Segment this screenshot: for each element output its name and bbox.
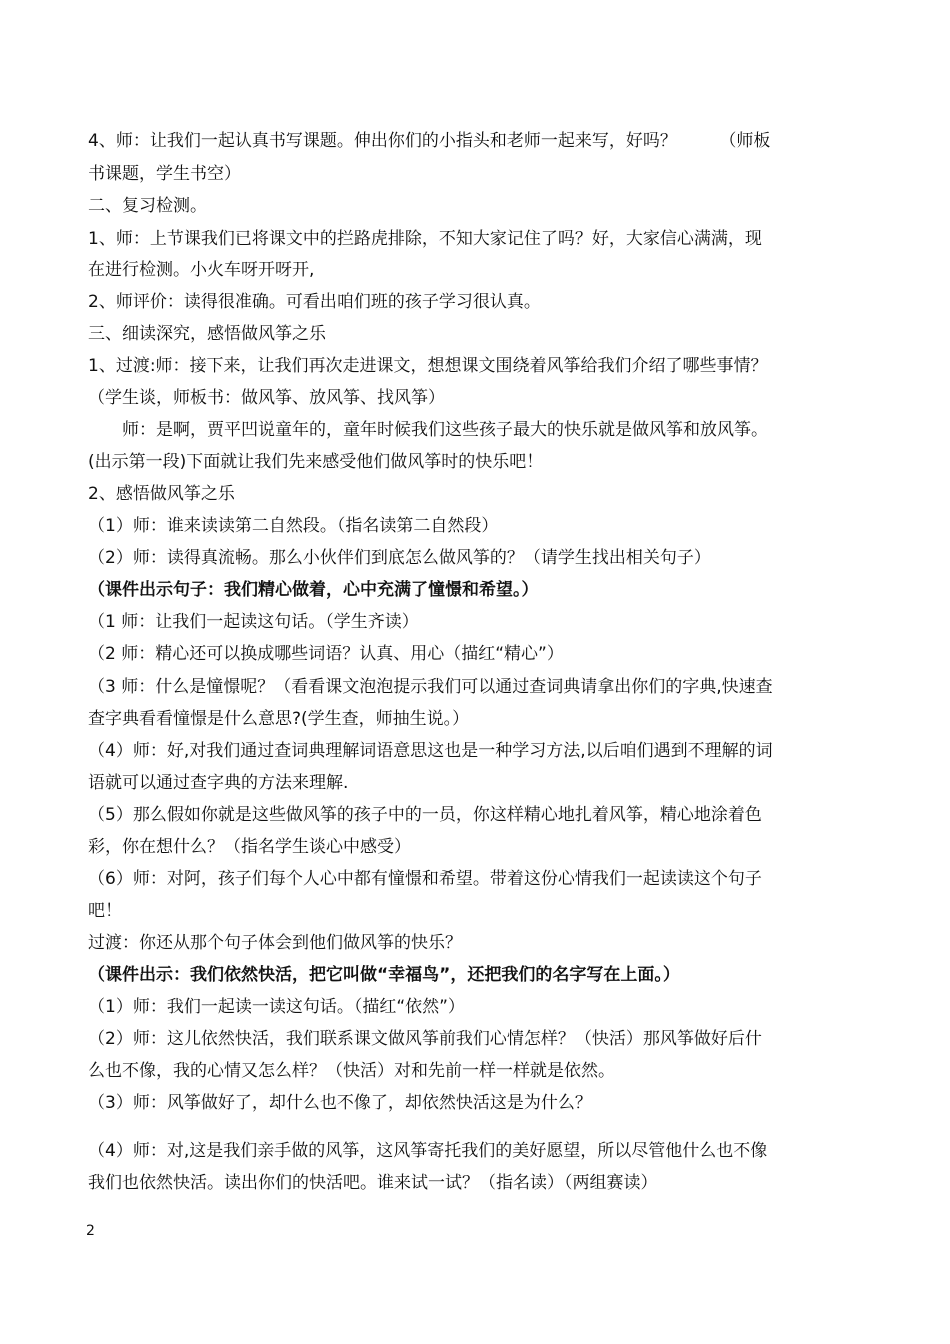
text-line: （5）那么假如你就是这些做风筝的孩子中的一员，你这样精心地扎着风筝，精心地涂着色 xyxy=(88,805,762,825)
text-line: （4）师：对,这是我们亲手做的风筝，这风筝寄托我们的美好愿望，所以尽管他什么也不像 xyxy=(88,1141,768,1161)
text-line: 我们也依然快活。读出你们的快活吧。谁来试一试？（指名读）（两组赛读） xyxy=(88,1173,658,1193)
text-line: （6）师：对阿，孩子们每个人心中都有憧憬和希望。带着这份心情我们一起读读这个句子 xyxy=(88,869,762,889)
text-line: （1）师：谁来读读第二自然段。（指名读第二自然段） xyxy=(88,516,499,536)
text-line: 1、过渡:师：接下来，让我们再次走进课文，想想课文围绕着风筝给我们介绍了哪些事情？ xyxy=(88,356,768,376)
sub-heading: 2、感悟做风筝之乐 xyxy=(88,484,235,504)
text-line: 语就可以通过查字典的方法来理解. xyxy=(88,773,349,793)
text-line: 吧！ xyxy=(88,901,122,921)
text-line: 师：是啊，贾平凹说童年的，童年时候我们这些孩子最大的快乐就是做风筝和放风筝。 xyxy=(88,420,768,440)
text-line: 1、师：上节课我们已将课文中的拦路虎排除，不知大家记住了吗？好，大家信心满满，现 xyxy=(88,229,762,249)
text-line: 书课题，学生书空） xyxy=(88,164,241,184)
text-line: 4、师：让我们一起认真书写课题。伸出你们的小指头和老师一起来写，好吗？ （师板 xyxy=(88,131,771,151)
text-line: （3 师：什么是憧憬呢？（看看课文泡泡提示我们可以通过查词典请拿出你们的字典,快速查 xyxy=(88,677,773,697)
text-line: (出示第一段)下面就让我们先来感受他们做风筝时的快乐吧！ xyxy=(88,452,544,472)
text-line: （3）师：风筝做好了，却什么也不像了，却依然快活这是为什么？ xyxy=(88,1093,592,1113)
text-line: （2 师：精心还可以换成哪些词语？认真、用心（描红“精心”） xyxy=(88,644,564,664)
slide-quote: （课件出示：我们依然快活，把它叫做“幸福鸟”，还把我们的名字写在上面。） xyxy=(88,965,680,985)
text-line: 么也不像，我的心情又怎么样？（快活）对和先前一样一样就是依然。 xyxy=(88,1061,615,1081)
section-heading: 二、复习检测。 xyxy=(88,196,207,216)
section-heading: 三、细读深究，感悟做风筝之乐 xyxy=(88,324,326,344)
text-line: （2）师：读得真流畅。那么小伙伴们到底怎么做风筝的？（请学生找出相关句子） xyxy=(88,548,711,568)
text-line: （2）师：这儿依然快活，我们联系课文做风筝前我们心情怎样？（快活）那风筝做好后什 xyxy=(88,1029,762,1049)
text-line: 在进行检测。小火车呀开呀开, xyxy=(88,260,315,280)
text-line: 彩，你在想什么？（指名学生谈心中感受） xyxy=(88,837,411,857)
text-line: （学生谈，师板书：做风筝、放风筝、找风筝） xyxy=(88,388,445,408)
text-line: （1）师：我们一起读一读这句话。（描红“依然”） xyxy=(88,997,465,1017)
slide-quote: （课件出示句子：我们精心做着，心中充满了憧憬和希望。） xyxy=(88,580,539,600)
text-line: 查字典看看憧憬是什么意思?(学生查，师抽生说。） xyxy=(88,709,470,729)
page-number: 2 xyxy=(86,1223,95,1239)
text-line: 过渡：你还从那个句子体会到他们做风筝的快乐？ xyxy=(88,933,462,953)
text-line: （4）师：好,对我们通过查词典理解词语意思这也是一种学习方法,以后咱们遇到不理解的词 xyxy=(88,741,773,761)
text-line: 2、师评价：读得很准确。可看出咱们班的孩子学习很认真。 xyxy=(88,292,541,312)
text-line: （1 师：让我们一起读这句话。（学生齐读） xyxy=(88,612,419,632)
